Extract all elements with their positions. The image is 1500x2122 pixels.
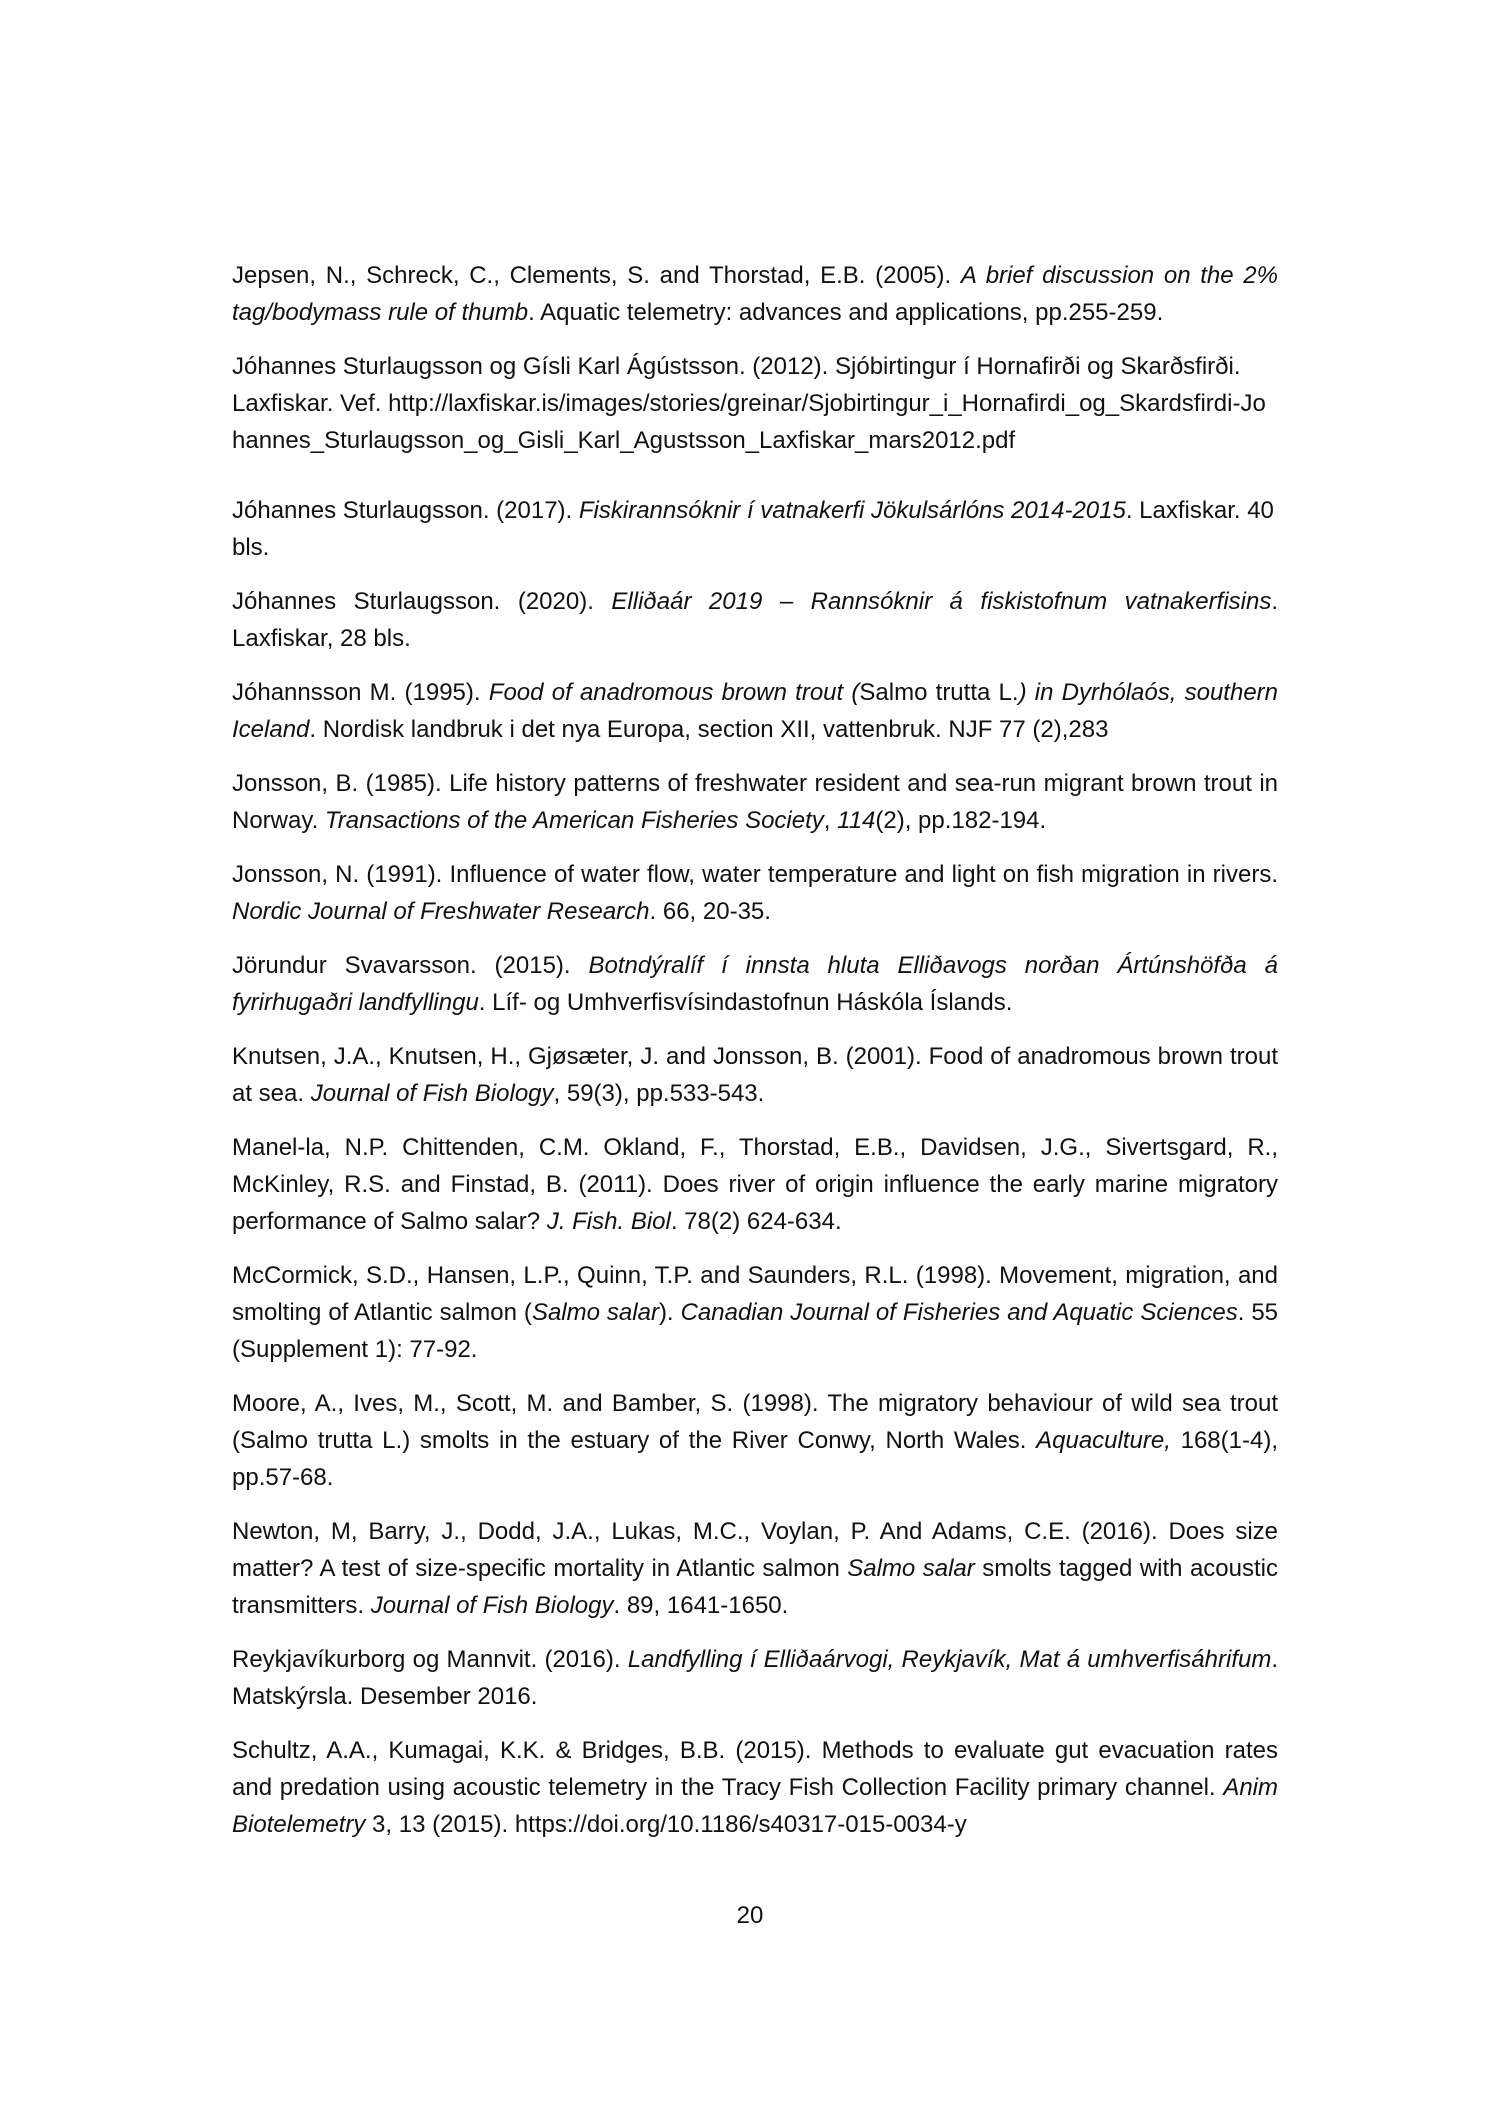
ref-details: . Laxfiskar, 28 bls. <box>232 588 1279 652</box>
reference-sturlaugsson-agustsson-2012 <box>232 348 1278 459</box>
ref-journal: Anim Biotelemetry <box>232 1774 1278 1838</box>
ref-volume: 114 <box>837 807 876 834</box>
ref-details: . 78(2) 624-634. <box>670 1208 842 1235</box>
ref-journal: Canadian Journal of Fisheries and Aquatic Sciences <box>680 1299 1238 1326</box>
ref-journal: J. Fish. Biol <box>546 1208 671 1235</box>
reference-johannsson-1995 <box>232 674 1278 748</box>
ref-title: Landfylling í Elliðaárvogi, Reykjavík, Mat á umhverfisáhrifum <box>627 1646 1272 1673</box>
reference-knutsen-2001 <box>232 1038 1278 1112</box>
ref-journal: Nordic Journal of Freshwater Research <box>232 898 650 925</box>
ref-title: Fiskirannsóknir í vatnakerfi Jökulsárlóns 2014-2015 <box>578 497 1126 524</box>
ref-authors: Jóhannsson M. (1995). <box>232 679 489 706</box>
ref-authors: Jörundur Svavarsson. (2015). <box>232 952 589 979</box>
ref-authors: Newton, M, Barry, J., Dodd, J.A., Lukas, M.C., Voylan, P. And Adams, C.E. (2016). Does size matter? A test of size-specific mortality in Atlantic salmon <box>232 1518 1278 1582</box>
ref-journal: Journal of Fish Biology <box>370 1592 614 1619</box>
ref-text: smolts tagged with acoustic transmitters. <box>232 1555 1279 1619</box>
ref-authors: Jonsson, N. (1991). Influence of water flow, water temperature and light on fish migration in rivers. <box>232 861 1278 888</box>
ref-details: 3, 13 (2015). https://doi.org/10.1186/s40317-015-0034-y <box>365 1811 967 1838</box>
ref-text: ). <box>658 1299 681 1326</box>
page-number: 20 <box>736 1902 764 1929</box>
ref-authors: Jonsson, B. (1985). Life history patterns of freshwater resident and sea-run migrant brown trout in Norway. <box>232 770 1278 834</box>
ref-url[interactable]: http://laxfiskar.is/images/stories/greinar/Sjobirtingur_i_Hornafirdi_og_Skardsfirdi-Johannes_Sturlaugsson_og_Gisli_Karl_Agustsson_Laxfiskar_mars2012.pdf <box>232 390 1266 454</box>
reference-jonsson-n-1991 <box>232 856 1278 930</box>
ref-details: . Líf- og Umhverfisvísindastofnun Háskóla Íslands. <box>478 989 1013 1016</box>
reference-sturlaugsson-2020 <box>232 583 1278 657</box>
reference-sturlaugsson-2017 <box>232 492 1278 566</box>
reference-svavarsson-2015 <box>232 947 1278 1021</box>
ref-title: A brief discussion on the 2% tag/bodymass rule of thumb <box>232 262 1278 326</box>
ref-text: Jóhannes Sturlaugsson og Gísli Karl Ágústsson. (2012). Sjóbirtingur í Hornafirði og Skarðsfirði. Laxfiskar. Vef. <box>232 353 1241 417</box>
ref-journal: Aquaculture, <box>1036 1427 1171 1454</box>
ref-title-part: ) in Dyrhólaós, southern Iceland <box>232 679 1279 743</box>
ref-details: . 66, 20-35. <box>649 898 771 925</box>
ref-title: Botndýralíf í innsta hluta Elliðavogs norðan Ártúnshöfða á fyrirhugaðri landfyllingu <box>232 952 1278 1016</box>
ref-species: Salmo trutta L. <box>859 679 1019 706</box>
reference-mccormick-1998 <box>232 1257 1278 1368</box>
ref-details: . Nordisk landbruk i det nya Europa, section XII, vattenbruk. NJF 77 (2),283 <box>309 716 1109 743</box>
ref-title-part: Food of anadromous brown trout ( <box>488 679 860 706</box>
reference-schultz-2015 <box>232 1732 1278 1843</box>
ref-authors: Jóhannes Sturlaugsson. (2020). <box>232 588 612 615</box>
ref-details: (2), pp.182-194. <box>875 807 1047 834</box>
ref-authors: Manel-la, N.P. Chittenden, C.M. Okland, F., Thorstad, E.B., Davidsen, J.G., Sivertsgard, R., McKinley, R.S. and Finstad, B. (2011). Does river of origin influence the early marine migratory performance of Salmo salar? <box>232 1134 1278 1235</box>
ref-details: 168(1-4), pp.57-68. <box>232 1427 1278 1491</box>
ref-species: Salmo salar <box>847 1555 975 1582</box>
reference-newton-2016 <box>232 1513 1278 1624</box>
ref-journal: Transactions of the American Fisheries Society <box>324 807 824 834</box>
ref-details: . Matskýrsla. Desember 2016. <box>232 1646 1278 1710</box>
ref-authors: Knutsen, J.A., Knutsen, H., Gjøsæter, J. and Jonsson, B. (2001). Food of anadromous brown trout at sea. <box>232 1043 1278 1107</box>
ref-title: Elliðaár 2019 – Rannsóknir á fiskistofnum vatnakerfisins <box>611 588 1272 615</box>
ref-authors: Jóhannes Sturlaugsson. (2017). <box>232 497 579 524</box>
reference-jepsen-2005 <box>232 257 1278 331</box>
reference-moore-1998 <box>232 1385 1278 1496</box>
ref-authors: Jepsen, N., Schreck, C., Clements, S. and Thorstad, E.B. (2005). <box>232 262 961 289</box>
ref-authors: Reykjavíkurborg og Mannvit. (2016). <box>232 1646 628 1673</box>
ref-species: Salmo salar <box>531 1299 659 1326</box>
ref-details: . 55 (Supplement 1): 77-92. <box>232 1299 1279 1363</box>
ref-journal: Journal of Fish Biology <box>310 1080 554 1107</box>
ref-authors: Schultz, A.A., Kumagai, K.K. & Bridges, B.B. (2015). Methods to evaluate gut evacuation rates and predation using acoustic telemetry in the Tracy Fish Collection Facility primary channel. <box>232 1737 1278 1801</box>
ref-details: . 89, 1641-1650. <box>613 1592 789 1619</box>
ref-authors: McCormick, S.D., Hansen, L.P., Quinn, T.P. and Saunders, R.L. (1998). Movement, migration, and smolting of Atlantic salmon ( <box>232 1262 1278 1326</box>
reference-list <box>232 257 1278 1860</box>
ref-details: . Aquatic telemetry: advances and applications, pp.255-259. <box>528 299 1164 326</box>
ref-separator: , <box>823 807 838 834</box>
ref-details: , 59(3), pp.533-543. <box>553 1080 765 1107</box>
reference-manel-la-2011 <box>232 1129 1278 1240</box>
reference-jonsson-b-1985 <box>232 765 1278 839</box>
ref-details: . Laxfiskar. 40 bls. <box>232 497 1274 561</box>
reference-reykjavikurborg-2016 <box>232 1641 1278 1715</box>
ref-authors: Moore, A., Ives, M., Scott, M. and Bamber, S. (1998). The migratory behaviour of wild sea trout (Salmo trutta L.) smolts in the estuary of the River Conwy, North Wales. <box>232 1390 1278 1454</box>
